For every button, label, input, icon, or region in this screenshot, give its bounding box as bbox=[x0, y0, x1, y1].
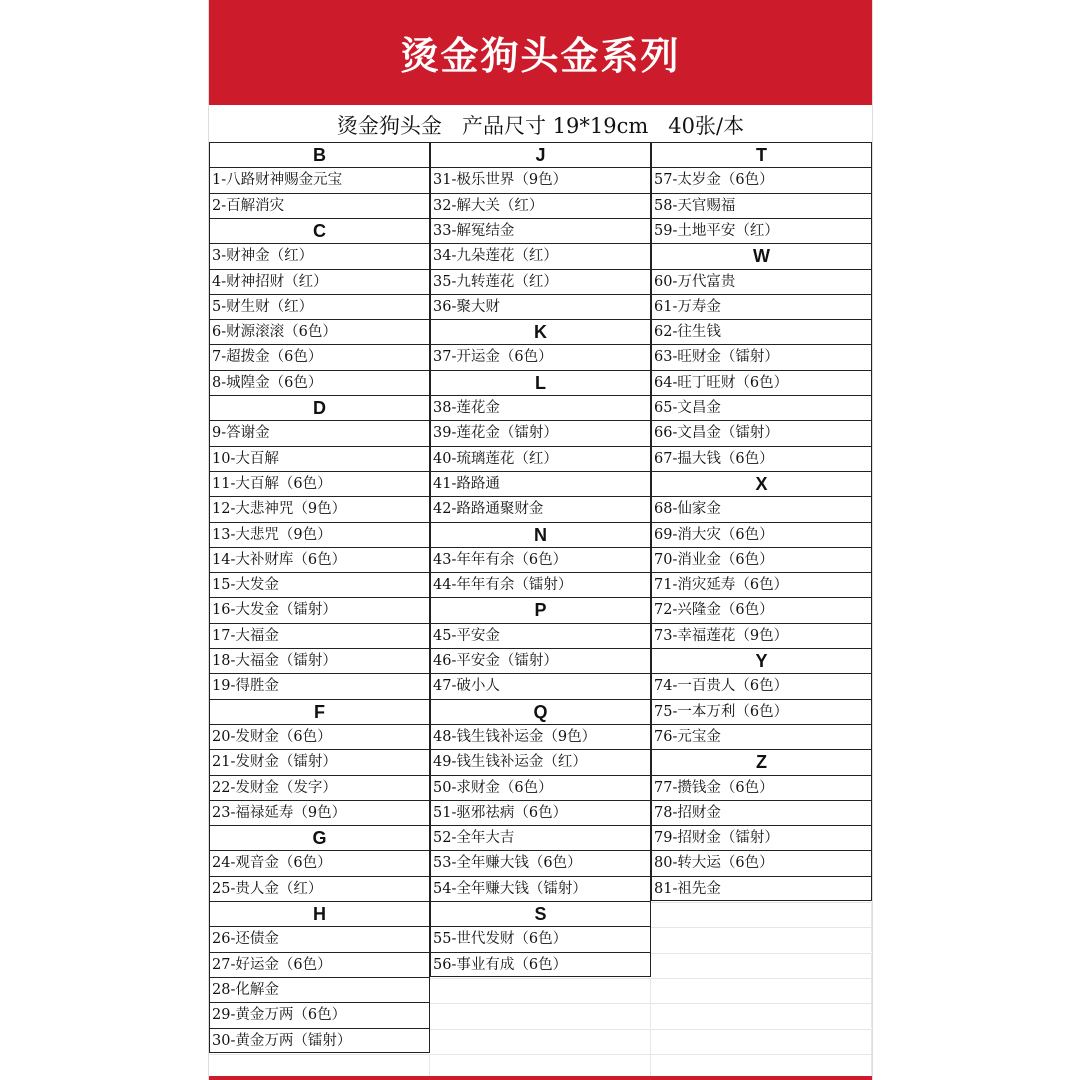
list-item: 48-钱生钱补运金（9色） bbox=[430, 724, 651, 750]
list-item: 41-路路通 bbox=[430, 471, 651, 497]
list-item: 53-全年赚大钱（6色） bbox=[430, 850, 651, 876]
list-item: 36-聚大财 bbox=[430, 294, 651, 320]
list-item: 5-财生财（红） bbox=[209, 294, 430, 320]
list-item: 44-年年有余（镭射） bbox=[430, 572, 651, 598]
section-letter-header: C bbox=[209, 218, 430, 244]
list-item: 37-开运金（6色） bbox=[430, 344, 651, 370]
list-item: 54-全年赚大钱（镭射） bbox=[430, 876, 651, 902]
list-item: 30-黄金万两（镭射） bbox=[209, 1028, 430, 1054]
list-item: 60-万代富贵 bbox=[651, 269, 872, 295]
list-item: 76-元宝金 bbox=[651, 724, 872, 750]
section-letter-header: Z bbox=[651, 749, 872, 775]
list-item: 70-消业金（6色） bbox=[651, 547, 872, 573]
list-item: 77-攒钱金（6色） bbox=[651, 775, 872, 801]
banner-title: 烫金狗头金系列 bbox=[400, 33, 681, 78]
list-item: 38-莲花金 bbox=[430, 395, 651, 421]
bottom-red-strip bbox=[209, 1076, 872, 1080]
list-item: 29-黄金万两（6色） bbox=[209, 1002, 430, 1028]
section-letter-header: G bbox=[209, 825, 430, 851]
list-item: 62-往生钱 bbox=[651, 319, 872, 345]
section-letter-header: K bbox=[430, 319, 651, 345]
list-item: 50-求财金（6色） bbox=[430, 775, 651, 801]
list-item: 71-消灾延寿（6色） bbox=[651, 572, 872, 598]
list-item: 80-转大运（6色） bbox=[651, 850, 872, 876]
list-item: 46-平安金（镭射） bbox=[430, 648, 651, 674]
list-item: 43-年年有余（6色） bbox=[430, 547, 651, 573]
list-item: 12-大悲神咒（9色） bbox=[209, 496, 430, 522]
section-letter-header: L bbox=[430, 370, 651, 396]
list-item: 15-大发金 bbox=[209, 572, 430, 598]
list-item: 23-福禄延寿（9色） bbox=[209, 800, 430, 826]
list-item: 7-超拨金（6色） bbox=[209, 344, 430, 370]
catalog-sheet bbox=[209, 0, 872, 1080]
list-item: 57-太岁金（6色） bbox=[651, 167, 872, 193]
list-item: 39-莲花金（镭射） bbox=[430, 420, 651, 446]
list-item: 75-一本万利（6色） bbox=[651, 699, 872, 725]
product-spec-subtitle: 烫金狗头金 产品尺寸 19*19cm 40张/本 bbox=[336, 114, 745, 138]
list-item: 52-全年大吉 bbox=[430, 825, 651, 851]
list-item: 19-得胜金 bbox=[209, 673, 430, 699]
list-item: 35-九转莲花（红） bbox=[430, 269, 651, 295]
list-item: 1-八路财神赐金元宝 bbox=[209, 167, 430, 193]
empty-grid-cell bbox=[651, 1029, 872, 1054]
list-item: 16-大发金（镭射） bbox=[209, 597, 430, 623]
list-item: 64-旺丁旺财（6色） bbox=[651, 370, 872, 396]
section-letter-header: Q bbox=[430, 699, 651, 725]
list-item: 14-大补财库（6色） bbox=[209, 547, 430, 573]
list-item: 59-土地平安（红） bbox=[651, 218, 872, 244]
section-letter-header: S bbox=[430, 901, 651, 927]
list-item: 47-破小人 bbox=[430, 673, 651, 699]
list-item: 63-旺财金（镭射） bbox=[651, 344, 872, 370]
section-letter-header: D bbox=[209, 395, 430, 421]
list-item: 67-揾大钱（6色） bbox=[651, 446, 872, 472]
empty-grid-cell bbox=[651, 953, 872, 978]
empty-grid-cell bbox=[430, 1003, 651, 1028]
section-letter-header: F bbox=[209, 699, 430, 725]
list-item: 66-文昌金（镭射） bbox=[651, 420, 872, 446]
list-item: 78-招财金 bbox=[651, 800, 872, 826]
list-item: 33-解冤结金 bbox=[430, 218, 651, 244]
list-item: 8-城隍金（6色） bbox=[209, 370, 430, 396]
list-item: 72-兴隆金（6色） bbox=[651, 597, 872, 623]
list-item: 10-大百解 bbox=[209, 446, 430, 472]
list-item: 18-大福金（镭射） bbox=[209, 648, 430, 674]
list-item: 24-观音金（6色） bbox=[209, 850, 430, 876]
list-item: 61-万寿金 bbox=[651, 294, 872, 320]
list-item: 42-路路通聚财金 bbox=[430, 496, 651, 522]
section-letter-header: Y bbox=[651, 648, 872, 674]
list-item: 81-祖先金 bbox=[651, 876, 872, 902]
list-item: 58-天官赐福 bbox=[651, 193, 872, 219]
product-grid bbox=[209, 142, 872, 1080]
list-item: 2-百解消灾 bbox=[209, 193, 430, 219]
list-item: 4-财神招财（红） bbox=[209, 269, 430, 295]
list-item: 73-幸福莲花（9色） bbox=[651, 623, 872, 649]
list-item: 21-发财金（镭射） bbox=[209, 749, 430, 775]
list-item: 40-琉璃莲花（红） bbox=[430, 446, 651, 472]
list-item: 26-还债金 bbox=[209, 926, 430, 952]
section-letter-header: W bbox=[651, 243, 872, 269]
empty-grid-cell bbox=[651, 978, 872, 1003]
section-letter-header: N bbox=[430, 522, 651, 548]
list-item: 22-发财金（发字） bbox=[209, 775, 430, 801]
section-letter-header: T bbox=[651, 142, 872, 168]
list-item: 32-解大关（红） bbox=[430, 193, 651, 219]
list-item: 79-招财金（镭射） bbox=[651, 825, 872, 851]
list-item: 34-九朵莲花（红） bbox=[430, 243, 651, 269]
list-item: 9-答谢金 bbox=[209, 420, 430, 446]
section-letter-header: X bbox=[651, 471, 872, 497]
list-item: 27-好运金（6色） bbox=[209, 952, 430, 978]
empty-grid-cell bbox=[651, 902, 872, 927]
list-item: 28-化解金 bbox=[209, 977, 430, 1003]
list-item: 65-文昌金 bbox=[651, 395, 872, 421]
list-item: 68-仙家金 bbox=[651, 496, 872, 522]
empty-grid-cell bbox=[430, 1029, 651, 1054]
list-item: 25-贵人金（红） bbox=[209, 876, 430, 902]
list-item: 17-大福金 bbox=[209, 623, 430, 649]
section-letter-header: B bbox=[209, 142, 430, 168]
empty-grid-cell bbox=[651, 1003, 872, 1028]
list-item: 3-财神金（红） bbox=[209, 243, 430, 269]
title-banner bbox=[209, 0, 872, 105]
section-letter-header: J bbox=[430, 142, 651, 168]
empty-grid-cell bbox=[430, 978, 651, 1003]
list-item: 20-发财金（6色） bbox=[209, 724, 430, 750]
empty-grid-cell bbox=[651, 927, 872, 952]
section-letter-header: H bbox=[209, 901, 430, 927]
list-item: 45-平安金 bbox=[430, 623, 651, 649]
list-item: 51-驱邪祛病（6色） bbox=[430, 800, 651, 826]
list-item: 74-一百贵人（6色） bbox=[651, 673, 872, 699]
list-item: 56-事业有成（6色） bbox=[430, 952, 651, 978]
list-item: 6-财源滚滚（6色） bbox=[209, 319, 430, 345]
list-item: 55-世代发财（6色） bbox=[430, 926, 651, 952]
list-item: 13-大悲咒（9色） bbox=[209, 522, 430, 548]
list-item: 11-大百解（6色） bbox=[209, 471, 430, 497]
list-item: 69-消大灾（6色） bbox=[651, 522, 872, 548]
list-item: 49-钱生钱补运金（红） bbox=[430, 749, 651, 775]
section-letter-header: P bbox=[430, 597, 651, 623]
list-item: 31-极乐世界（9色） bbox=[430, 167, 651, 193]
